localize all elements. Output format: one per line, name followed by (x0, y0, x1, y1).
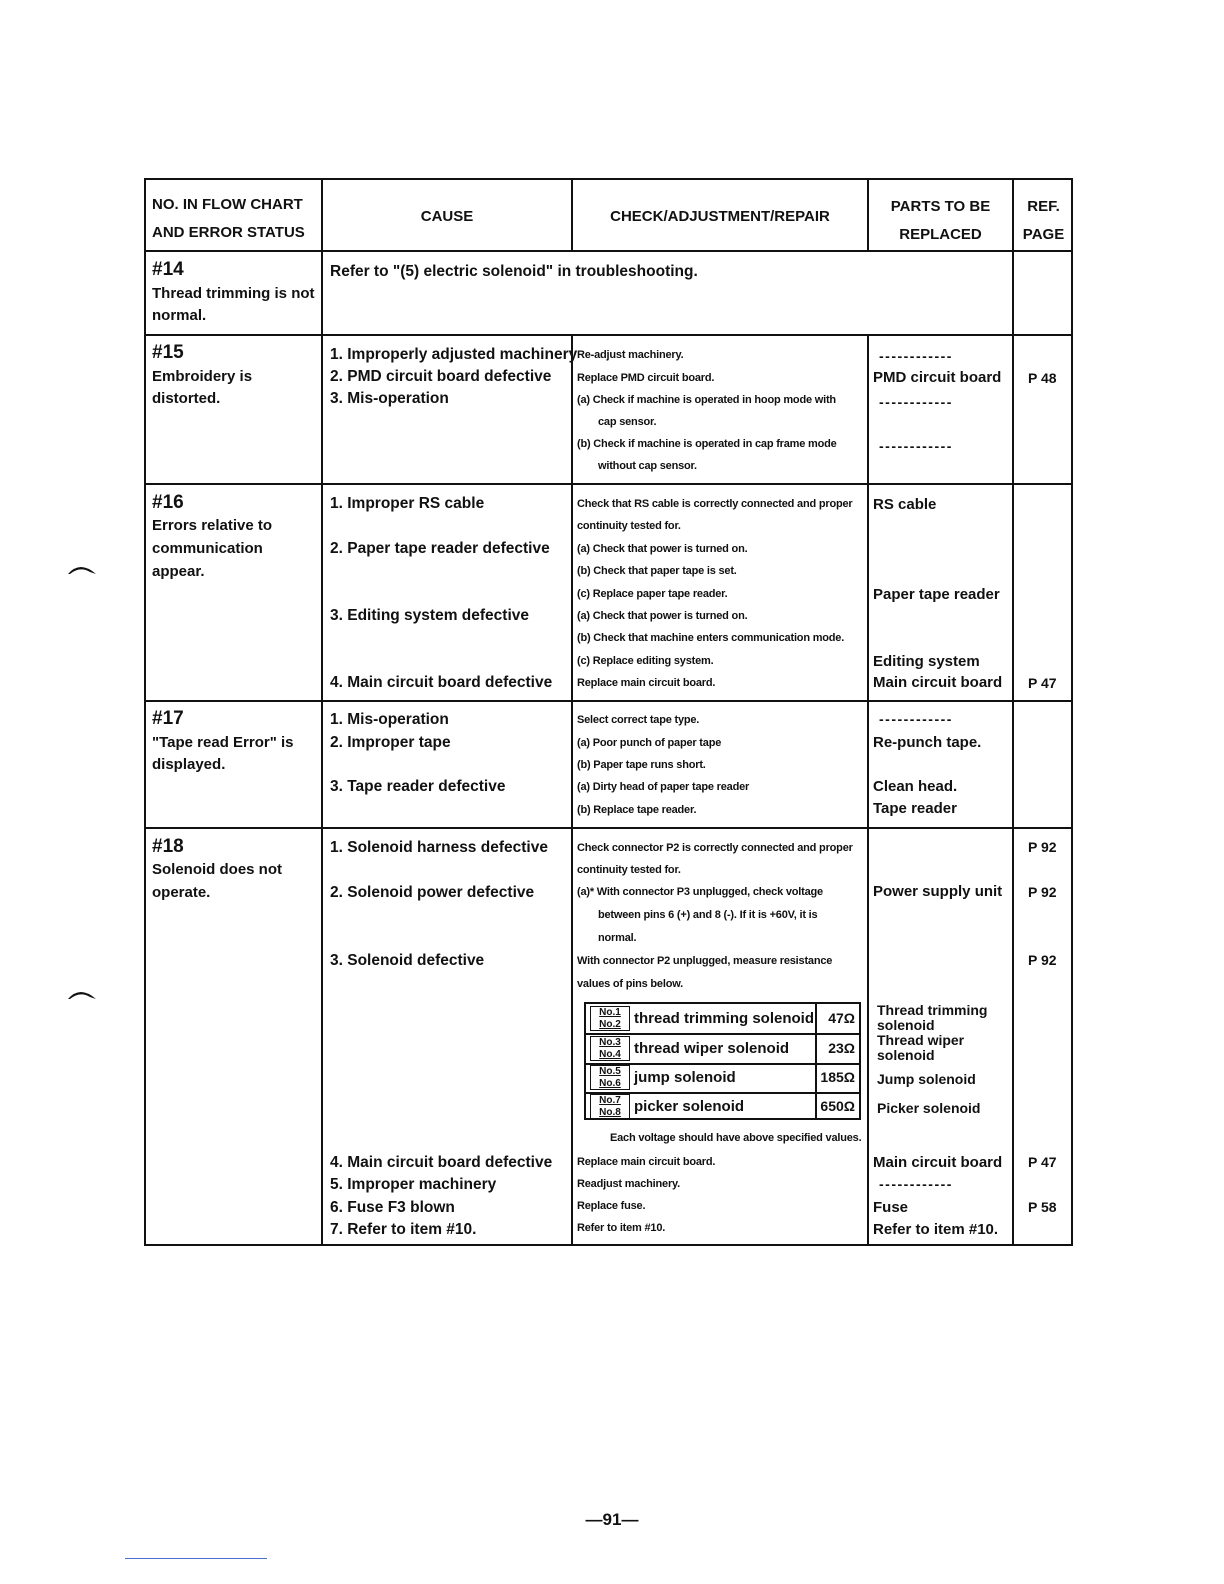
row16-check: Check that RS cable is correctly connected and proper (577, 498, 853, 510)
row18-part: Picker solenoid (877, 1100, 981, 1116)
row-divider (146, 483, 1071, 485)
row17-check: (a) Poor punch of paper tape (577, 737, 722, 749)
footer-line (125, 1558, 267, 1559)
revision-mark-icon (66, 560, 98, 578)
header-ref-line2: PAGE (1022, 226, 1065, 243)
resistance-row (586, 1034, 859, 1063)
solenoid-name: picker solenoid (634, 1098, 745, 1115)
row18-check: Check connector P2 is correctly connected and proper (577, 842, 853, 854)
pin-label: No.7 (599, 1095, 621, 1106)
row18-ref: P 58 (1028, 1199, 1057, 1215)
page-number: —91— (585, 1510, 639, 1529)
header-parts-line1: PARTS TO BE (890, 198, 991, 215)
row17-cause: 1. Mis-operation (330, 711, 449, 728)
row18-cause: 7. Refer to item #10. (330, 1221, 477, 1238)
resistance-row (586, 1063, 859, 1092)
pin-pair (590, 1006, 630, 1031)
row-divider (146, 827, 1071, 829)
solenoid-name: jump solenoid (634, 1069, 736, 1086)
header-no-line2: AND ERROR STATUS (152, 224, 305, 241)
pin-label: No.3 (599, 1037, 621, 1048)
resistance-row (586, 1092, 859, 1121)
column-divider (1012, 180, 1014, 1246)
row18-part: Power supply unit (873, 883, 1003, 900)
row18-cause: 6. Fuse F3 blown (330, 1199, 455, 1216)
row18-check: Replace fuse. (577, 1200, 646, 1212)
row16-status: Errors relative to (152, 517, 273, 534)
row17-dash: ------------ (879, 711, 953, 727)
row16-status: communication (152, 540, 263, 557)
resistance-row (586, 1004, 859, 1033)
row-divider (146, 250, 1071, 252)
row18-check: With connector P2 unplugged, measure resistance (577, 955, 833, 967)
resistance-value: 47Ω (828, 1010, 855, 1026)
row18-part: Jump solenoid (877, 1071, 976, 1087)
row18-part: Thread trimming (877, 1002, 988, 1018)
row16-check: Replace main circuit board. (577, 677, 716, 689)
row18-ref: P 47 (1028, 1154, 1057, 1170)
row-divider (146, 334, 1071, 336)
header-check: CHECK/ADJUSTMENT/REPAIR (610, 208, 830, 225)
row15-check: Replace PMD circuit board. (577, 372, 715, 384)
row18-status: operate. (152, 884, 211, 901)
row18-ref: P 92 (1028, 884, 1057, 900)
row15-status: distorted. (152, 390, 221, 407)
resistance-value: 650Ω (820, 1098, 855, 1114)
row18-part: Thread wiper (877, 1032, 965, 1048)
row18-status: Solenoid does not (152, 861, 282, 878)
pin-pair (590, 1094, 630, 1119)
row18-ref: P 92 (1028, 952, 1057, 968)
pin-pair (590, 1036, 630, 1061)
resistance-value: 185Ω (820, 1069, 855, 1085)
row18-part: Main circuit board (873, 1154, 1003, 1171)
row16-check: (c) Replace editing system. (577, 655, 714, 667)
row15-part: PMD circuit board (873, 369, 1002, 386)
row17-check: (b) Replace tape reader. (577, 804, 697, 816)
row15-ref: P 48 (1028, 370, 1057, 386)
header-cause: CAUSE (420, 208, 474, 225)
row17-check: (a) Dirty head of paper tape reader (577, 781, 750, 793)
row15-number: #15 (152, 342, 184, 363)
row16-check: continuity tested for. (577, 520, 681, 532)
row18-check: normal. (598, 932, 637, 944)
row14-number: #14 (152, 259, 184, 280)
row14-note: Refer to "(5) electric solenoid" in troubleshooting. (330, 263, 698, 280)
row18-check: (a)* With connector P3 unplugged, check voltage (577, 886, 823, 898)
row16-cause: 2. Paper tape reader defective (330, 540, 550, 557)
row16-part: Main circuit board (873, 674, 1003, 691)
row16-cause: 1. Improper RS cable (330, 495, 485, 512)
column-divider (321, 180, 323, 1246)
row18-part: solenoid (877, 1047, 935, 1063)
row17-check: Select correct tape type. (577, 714, 700, 726)
row18-cause: 5. Improper machinery (330, 1176, 497, 1193)
row18-dash: ------------ (879, 1176, 953, 1192)
row18-cause: 2. Solenoid power defective (330, 884, 535, 901)
row-divider (146, 700, 1071, 702)
header-no-line1: NO. IN FLOW CHART (152, 196, 303, 213)
pin-label: No.4 (599, 1049, 621, 1060)
row16-status: appear. (152, 563, 205, 580)
row16-check: (b) Check that paper tape is set. (577, 565, 737, 577)
row18-part: Fuse (873, 1199, 909, 1216)
row18-cause: 4. Main circuit board defective (330, 1154, 553, 1171)
row18-check: between pins 6 (+) and 8 (-). If it is +60V, it is (598, 909, 818, 921)
row16-check: (c) Replace paper tape reader. (577, 588, 728, 600)
solenoid-name: thread wiper solenoid (634, 1040, 790, 1057)
row16-part: Paper tape reader (873, 586, 1000, 603)
row18-check: Each voltage should have above specified values. (610, 1132, 862, 1144)
row16-ref: P 47 (1028, 675, 1057, 691)
row17-number: #17 (152, 708, 184, 729)
row18-ref: P 92 (1028, 839, 1057, 855)
pin-label: No.5 (599, 1066, 621, 1077)
row18-check: Readjust machinery. (577, 1178, 680, 1190)
revision-mark-icon (66, 985, 98, 1003)
row18-check: Replace main circuit board. (577, 1156, 716, 1168)
row15-cause: 3. Mis-operation (330, 390, 449, 407)
row18-check: values of pins below. (577, 978, 684, 990)
row17-check: (b) Paper tape runs short. (577, 759, 706, 771)
column-divider (571, 334, 573, 1246)
row15-dash: ------------ (879, 394, 953, 410)
row15-dash: ------------ (879, 348, 953, 364)
row18-number: #18 (152, 836, 184, 857)
row17-status: displayed. (152, 756, 226, 773)
row17-cause: 3. Tape reader defective (330, 778, 506, 795)
row18-check: Refer to item #10. (577, 1222, 666, 1234)
row18-part: solenoid (877, 1017, 935, 1033)
row18-check: continuity tested for. (577, 864, 681, 876)
row16-part: RS cable (873, 496, 937, 513)
row15-check: cap sensor. (598, 416, 657, 428)
row16-check: (b) Check that machine enters communication mode. (577, 632, 845, 644)
row15-check: without cap sensor. (598, 460, 697, 472)
row15-check: Re-adjust machinery. (577, 349, 684, 361)
pin-label: No.1 (599, 1007, 621, 1018)
row17-status: "Tape read Error" is (152, 734, 294, 751)
solenoid-name: thread trimming solenoid (634, 1010, 815, 1027)
row18-cause: 1. Solenoid harness defective (330, 839, 548, 856)
row16-cause: 3. Editing system defective (330, 607, 529, 624)
row16-number: #16 (152, 492, 184, 513)
row14-status: Thread trimming is not (152, 285, 315, 302)
row18-part: Refer to item #10. (873, 1221, 999, 1238)
row17-cause: 2. Improper tape (330, 734, 451, 751)
troubleshooting-table (144, 178, 1073, 1246)
row16-cause: 4. Main circuit board defective (330, 674, 553, 691)
row16-check: (a) Check that power is turned on. (577, 543, 748, 555)
row16-part: Editing system (873, 653, 980, 670)
row14-status: normal. (152, 307, 207, 324)
row15-check: (b) Check if machine is operated in cap frame mode (577, 438, 837, 450)
row18-cause: 3. Solenoid defective (330, 952, 485, 969)
row15-check: (a) Check if machine is operated in hoop mode with (577, 394, 836, 406)
resistance-table (584, 1002, 861, 1120)
header-parts-line2: REPLACED (899, 226, 982, 243)
resistance-value: 23Ω (828, 1040, 855, 1056)
pin-label: No.6 (599, 1078, 621, 1089)
row15-cause: 2. PMD circuit board defective (330, 368, 552, 385)
row17-part: Clean head. (873, 778, 958, 795)
row15-dash: ------------ (879, 438, 953, 454)
pin-pair (590, 1065, 630, 1090)
row15-cause: 1. Improperly adjusted machinery (330, 346, 578, 363)
pin-label: No.2 (599, 1019, 621, 1030)
row16-check: (a) Check that power is turned on. (577, 610, 748, 622)
column-divider (867, 334, 869, 1246)
row17-part: Tape reader (873, 800, 957, 817)
pin-label: No.8 (599, 1107, 621, 1118)
row15-status: Embroidery is (152, 368, 253, 385)
header-ref-line1: REF. (1027, 198, 1060, 215)
row17-part: Re-punch tape. (873, 734, 982, 751)
